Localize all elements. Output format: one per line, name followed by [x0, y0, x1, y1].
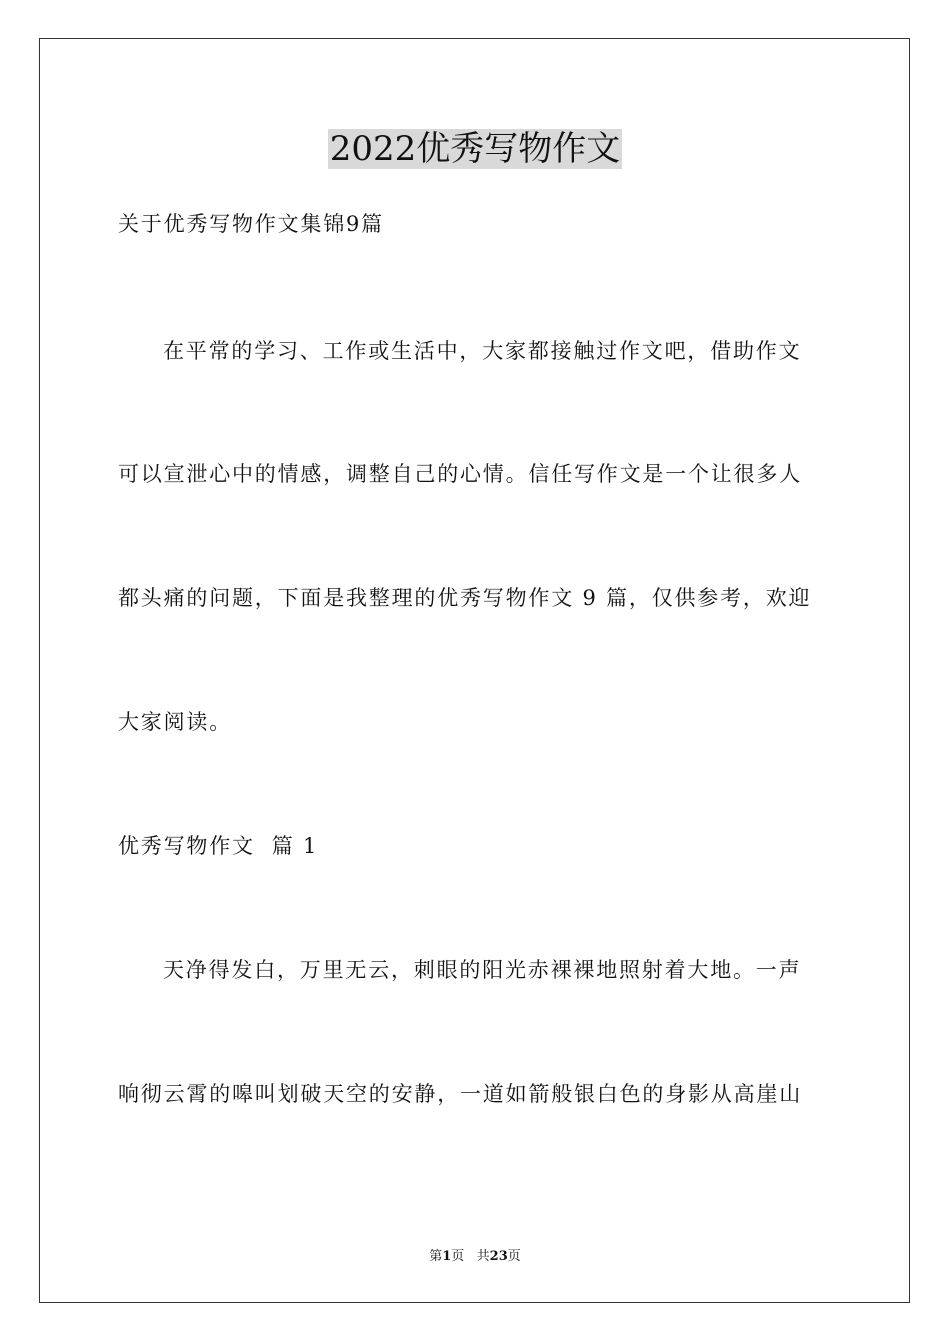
footer-page-number: 1 [442, 1249, 452, 1264]
page-footer [0, 1247, 950, 1267]
intro-line-1: 在平常的学习、工作或生活中，大家都接触过作文吧，借助作文 [163, 339, 802, 363]
intro-line-2: 可以宣泄心中的情感，调整自己的心情。信任写作文是一个让很多人 [118, 462, 802, 486]
footer-page-mid: 页 共 [451, 1249, 490, 1264]
section-line-2: 响彻云霄的嗥叫划破天空的安静，一道如箭般银白色的身影从高崖山 [118, 1082, 802, 1106]
footer-total-pages: 23 [489, 1249, 508, 1264]
document-title-text: 2022优秀写物作文 [329, 129, 621, 169]
document-subtitle: 关于优秀写物作文集锦9篇 [118, 212, 384, 236]
intro-line-4: 大家阅读。 [118, 710, 232, 734]
footer-page-suffix: 页 [507, 1249, 521, 1264]
section-heading: 优秀写物作文 篇 1 [118, 834, 319, 858]
section-line-1: 天净得发白，万里无云，刺眼的阳光赤裸裸地照射着大地。一声 [163, 958, 802, 982]
footer-page-prefix: 第 [429, 1249, 443, 1264]
document-title [0, 126, 950, 172]
intro-line-3: 都头痛的问题，下面是我整理的优秀写物作文 9 篇，仅供参考，欢迎 [118, 586, 812, 610]
